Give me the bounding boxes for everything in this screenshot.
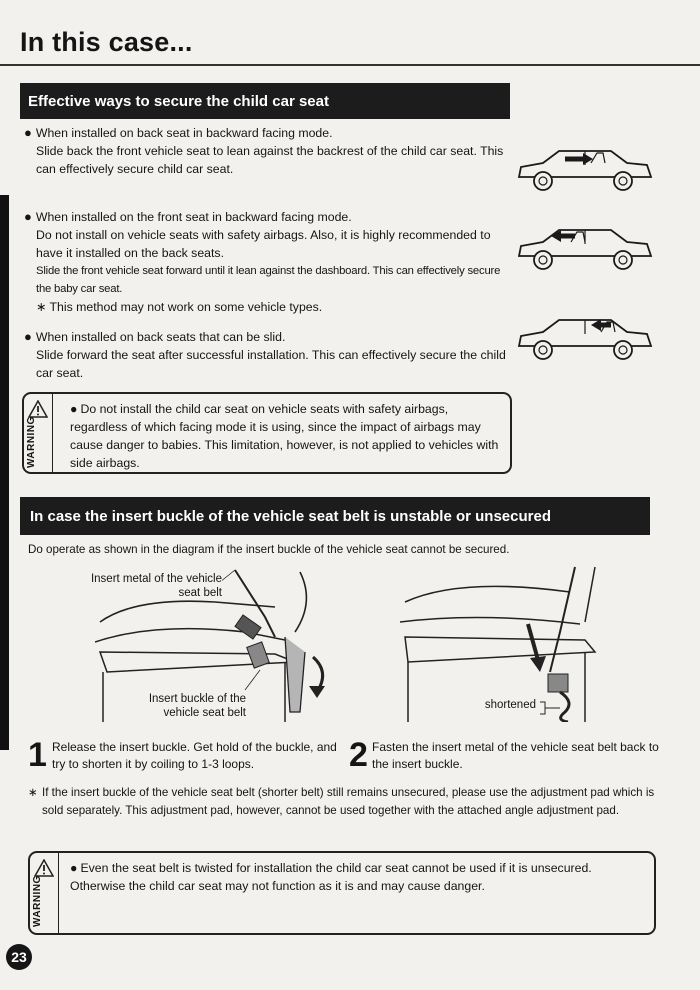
car-side-icon xyxy=(515,222,655,278)
label-shortened: shortened xyxy=(474,698,536,712)
section-heading-secure xyxy=(20,83,510,119)
warning-box-airbags xyxy=(22,392,512,474)
item-body: Slide back the front vehicle seat to lean against the backrest of the child car seat. This can effectively secure child car seat. xyxy=(36,144,504,176)
title-rule xyxy=(0,64,700,66)
side-tab-bar xyxy=(0,195,9,750)
section-heading-text: In case the insert buckle of the vehicle seat belt is unstable or unsecured xyxy=(30,507,552,525)
page-number: 23 xyxy=(6,944,32,970)
list-item-slidable-back-seat xyxy=(24,328,516,382)
section-heading-text: Effective ways to secure the child car seat xyxy=(28,92,329,110)
item-title: ● When installed on back seats that can be slid. xyxy=(24,329,286,344)
item-note: ∗ This method may not work on some vehicle types. xyxy=(36,300,323,314)
list-item-back-seat-backward xyxy=(24,124,516,178)
step-number: 1 xyxy=(28,736,47,774)
warning-label-column xyxy=(24,394,53,472)
arrow-icon xyxy=(309,686,325,698)
car-side-icon xyxy=(515,312,655,368)
item-title: ● When installed on back seat in backward facing mode. xyxy=(24,125,333,140)
step-text: Fasten the insert metal of the vehicle seat belt back to the insert buckle. xyxy=(372,740,659,771)
step-number: 2 xyxy=(349,736,368,774)
label-insert-metal: Insert metal of the vehicle seat belt xyxy=(82,572,222,600)
warning-label: WARNING xyxy=(26,416,37,468)
page-title: In this case... xyxy=(20,27,193,57)
item-body: Do not install on vehicle seats with safety airbags. Also, it is highly recommended to have it installed on the back seats. xyxy=(36,228,491,260)
warning-box-unsecured xyxy=(28,851,656,935)
list-item-front-seat-backward xyxy=(24,208,516,316)
warning-text: ● Do not install the child car seat on vehicle seats with safety airbags, regardless of which facing mode it is using, since the impact of airbags may cause danger to babies. This limitation, however, is not applied to vehicles with side airbags. xyxy=(70,402,499,470)
item-body: Slide forward the seat after successful installation. This can effectively secure the child car seat. xyxy=(36,348,506,380)
warning-label: WARNING xyxy=(32,875,43,927)
label-insert-buckle: Insert buckle of the vehicle seat belt xyxy=(138,692,246,720)
footnote-adjustment-pad xyxy=(28,784,658,820)
section-intro: Do operate as shown in the diagram if the insert buckle of the vehicle seat cannot be secured. xyxy=(28,543,510,556)
car-side-icon xyxy=(515,143,655,199)
warning-text: ● Even the seat belt is twisted for installation the child car seat cannot be used if it is unsecured. Otherwise the child car seat may not function as it is and may cause danger. xyxy=(70,861,592,893)
section-heading-insert-buckle xyxy=(20,497,650,535)
item-body-secondary: Slide the front vehicle seat forward until it lean against the dashboard. This can effectively secure the baby car seat. xyxy=(36,265,501,295)
arrow-icon xyxy=(530,656,546,672)
step-text: Release the insert buckle. Get hold of the buckle, and try to shorten it by coiling to 1-3 loops. xyxy=(52,740,337,771)
footnote-text: If the insert buckle of the vehicle seat belt (shorter belt) still remains unsecured, please use the adjustment pad which is sold separately. This adjustment pad, however, cannot be used together with the attached angle adjustment pad. xyxy=(42,786,655,817)
footnote-mark: ∗ xyxy=(28,786,38,799)
item-title: ● When installed on the front seat in backward facing mode. xyxy=(24,209,352,224)
warning-label-column xyxy=(30,853,59,933)
